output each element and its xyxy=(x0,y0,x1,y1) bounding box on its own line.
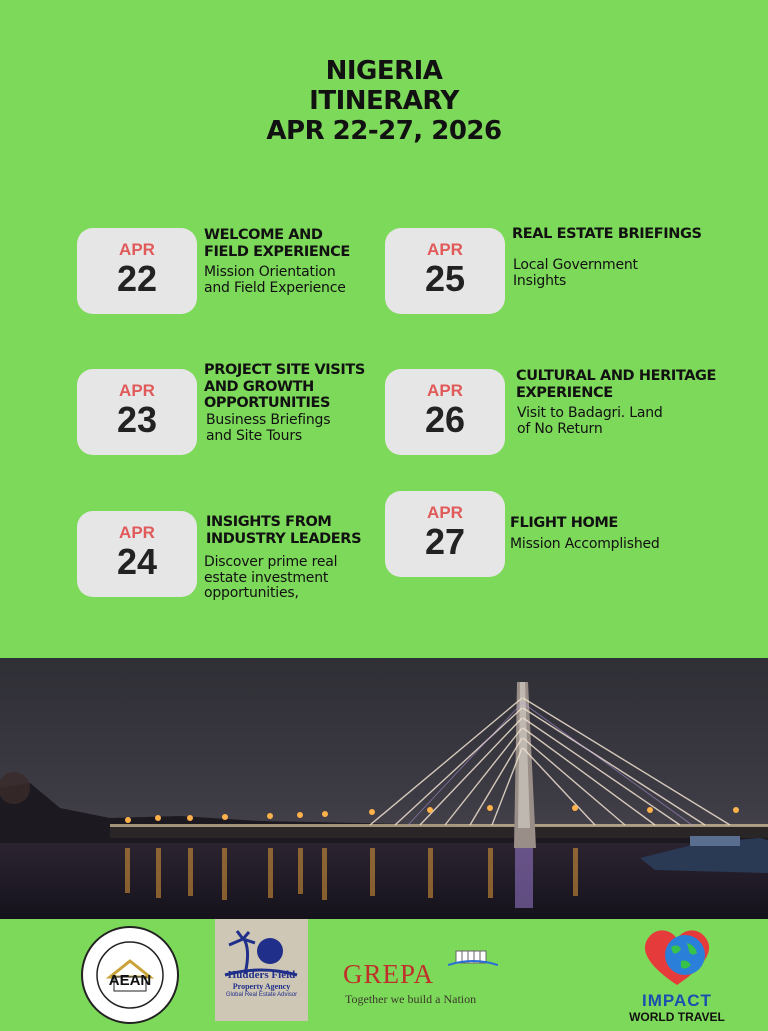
event-description xyxy=(517,406,663,437)
impact-logo xyxy=(622,925,732,1025)
title-line-3: APR 22-27, 2026 xyxy=(266,116,502,146)
date-day: 27 xyxy=(424,521,466,562)
grepa-name: GREPA xyxy=(343,959,435,989)
date-card-apr-24 xyxy=(77,511,197,597)
event-title-line: FLIGHT HOME xyxy=(510,515,618,531)
event-desc-line: and Site Tours xyxy=(206,427,302,444)
event-title-line: EXPERIENCE xyxy=(516,384,613,401)
event-desc-line: of No Return xyxy=(517,420,603,437)
event-title-line: PROJECT SITE VISITS xyxy=(204,362,365,378)
event-title-line: FIELD EXPERIENCE xyxy=(204,243,350,260)
date-month: APR xyxy=(427,240,463,259)
event-title-line: INDUSTRY LEADERS xyxy=(206,530,362,547)
bridge-illustration xyxy=(0,658,768,919)
impact-sub: WORLD TRAVEL xyxy=(629,1010,725,1024)
grepa-tagline: Together we build a Nation xyxy=(345,992,477,1006)
date-card-apr-23 xyxy=(77,369,197,455)
event-desc-line: Visit to Badagri. Land xyxy=(517,405,663,421)
date-day: 25 xyxy=(424,258,466,299)
event-title-line: CULTURAL AND HERITAGE xyxy=(516,368,717,384)
event-title-line: REAL ESTATE BRIEFINGS xyxy=(512,226,702,242)
event-desc-line: Local Government xyxy=(513,257,638,273)
event-title xyxy=(204,362,365,412)
event-desc-line: Business Briefings xyxy=(206,412,331,428)
event-description xyxy=(510,537,660,553)
event-desc-line: Mission Accomplished xyxy=(510,536,660,552)
page-title xyxy=(0,56,768,146)
hudders-line-3: Global Real Estate Advisor xyxy=(225,992,298,998)
title-line-2: ITINERARY xyxy=(309,86,459,116)
building-icon xyxy=(448,949,498,967)
sponsor-logos xyxy=(0,919,768,1031)
event-title xyxy=(204,227,350,260)
event-title xyxy=(206,514,361,547)
hudders-line-2: Property Agency xyxy=(232,982,291,991)
impact-name: IMPACT xyxy=(642,991,712,1010)
event-description xyxy=(513,258,638,289)
date-day: 26 xyxy=(424,399,466,440)
date-card-apr-22 xyxy=(77,228,197,314)
hudders-line-1: Hudders Field xyxy=(227,969,296,981)
event-description xyxy=(206,413,330,444)
event-title xyxy=(510,515,618,532)
event-title xyxy=(512,226,702,243)
date-card-apr-26 xyxy=(385,369,505,455)
date-month: APR xyxy=(119,240,155,259)
grepa-logo xyxy=(343,949,503,1009)
bridge-photo xyxy=(0,658,768,919)
event-desc-line: Mission Orientation xyxy=(204,264,336,280)
date-card-apr-27 xyxy=(385,491,505,577)
date-month: APR xyxy=(119,523,155,542)
heart-globe-icon xyxy=(637,925,717,989)
event-title-line: OPPORTUNITIES xyxy=(204,395,331,411)
date-month: APR xyxy=(119,381,155,400)
date-day: 23 xyxy=(116,399,158,440)
date-month: APR xyxy=(427,381,463,400)
event-desc-line: Discover prime real xyxy=(204,554,338,570)
date-card-apr-25 xyxy=(385,228,505,314)
event-desc-line: Insights xyxy=(513,272,567,289)
event-desc-line: estate investment xyxy=(204,569,329,586)
aean-logo xyxy=(80,925,180,1025)
event-desc-line: and Field Experience xyxy=(204,279,346,296)
hudders-field-logo xyxy=(215,919,308,1021)
title-line-1: NIGERIA xyxy=(325,56,443,86)
date-month: APR xyxy=(427,503,463,522)
event-title-line: AND GROWTH xyxy=(204,378,314,395)
event-title-line: WELCOME AND xyxy=(204,227,323,243)
event-description xyxy=(204,555,337,602)
event-title xyxy=(516,368,716,401)
event-description xyxy=(204,265,346,296)
event-title-line: INSIGHTS FROM xyxy=(206,514,332,530)
event-desc-line: opportunities, xyxy=(204,585,299,601)
date-day: 22 xyxy=(116,258,158,299)
date-day: 24 xyxy=(116,541,158,582)
aean-center-text: AEAN xyxy=(108,972,152,989)
